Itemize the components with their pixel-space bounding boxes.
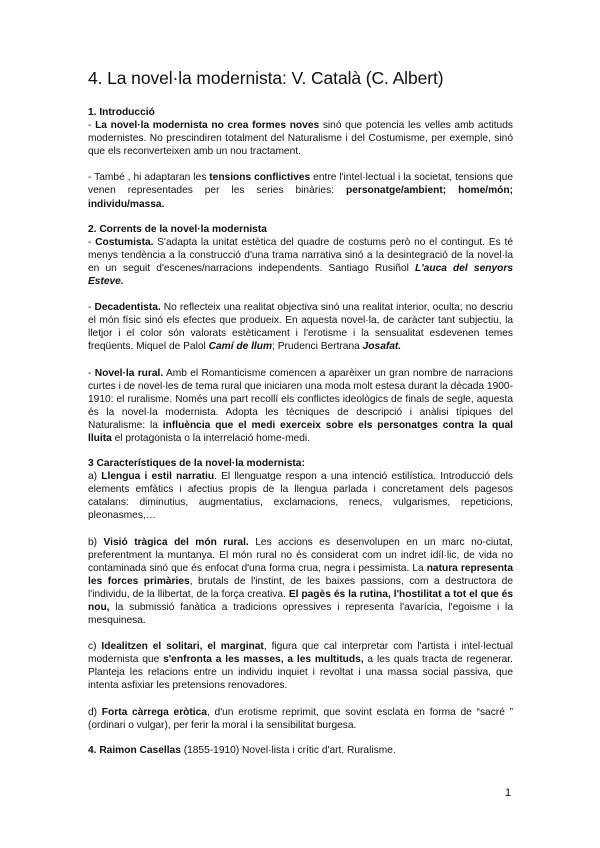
bold-text: Idealitzen el solitari, el marginat [101,641,264,653]
text: el protagonista o la interrelació home-medi. [111,432,310,444]
text: - [88,236,96,248]
section-corrents [88,223,513,445]
bold-text: El pagès és la rutina, l'hostilitat a tot el que és nou, [88,588,513,613]
text: la submissió fanàtica a tradicions opressives i representa l'avarícia, l'egoisme i la mesquinesa. [88,602,513,627]
text: sinó que potencia les velles amb actituds modernistes. No prescindiren totalment del Naturalisme i del Costumisme, per exemple, sinó que els reconverteixen amb un nou tractament. [88,120,513,158]
bold-text: La novel·la modernista no crea formes noves [95,120,320,132]
text: b) [88,536,104,548]
section-heading: 1. Introducció [88,107,155,118]
text: , brutals de l'instint, de les baixes passions, com a destructora de l'individu, de la llibertat, de la força creativa. [88,575,513,600]
section-heading: 3 Característiques de la novel·la modernista: [88,458,305,470]
bold-text: Costumista. [95,236,154,248]
page-title: 4. La novel·la modernista: V. Català (C. Albert) [88,68,444,88]
text: - També , hi adaptaran les [88,172,210,184]
bold-text: Llengua i estil narratiu [101,471,215,483]
bold-italic-text: L'auca del senyors Esteve. [88,262,513,288]
bold-text: Forta càrrega eròtica [101,706,207,718]
text: c) [88,641,102,653]
text: - [88,302,95,314]
text: S'adapta la unitat estètica del quadre de costums però no el contingut. Es té menys tendència a la construcció d'una trama narrativa sinó a la desintegració de la novel·la en un seguit d'escenes/narracions independents. Santiago Rusiñol [88,236,513,274]
bold-text: natura representa les forces primàries [88,562,513,587]
section-raimon-casellas [88,744,513,757]
text: d) [88,706,102,718]
section-heading: 2. Corrents de la novel·la modernista [88,223,267,235]
text: , d'un erotisme reprimit, que sovint esclata en forma de “sacré ” (ordinari o vulgar), per ferir la moral i la sensibilitat burgesa. [88,706,513,731]
text: , figura que cal interpretar com l'artista i intel·lectual modernista que [88,641,513,666]
document-body [88,106,513,757]
section-caracteristiques [88,457,513,732]
bold-text: 4. Raimon Casellas [88,744,181,756]
list-item [88,706,513,732]
paragraph [88,171,513,210]
list-item [88,640,513,692]
text: - [88,120,96,132]
bold-italic-text: Camí de llum [208,341,273,353]
paragraph [88,301,513,353]
page-number: 1 [505,787,512,799]
text: . El llenguatge respon a una intenció estilística. Introducció dels elements emfàtics i afectius propis de la llengua parlada i concretament dels pagesos catalans: diminutius, augmentatius, exclamacions, renecs, vulgarismes, repeticions, pleonasmes,… [88,471,513,522]
text: a les quals tracta de regenerar. Planteja les relacions entre un individu inquiet i revoltat i una massa social passiva, que intenta asfixiar les pretensions renovadores. [88,654,513,692]
bold-text: s'enfronta a les masses, a les multituds, [163,654,364,666]
bold-text: Novel·la rural. [94,367,164,379]
text: ; Prudenci Bertrana [272,341,363,353]
bold-text: personatge/ambient; home/món; individu/massa. [88,185,513,210]
bold-text: tensions conflictives [209,172,311,184]
paragraph [88,236,513,288]
paragraph [88,367,513,446]
bold-text: influència que el medi exerceix sobre els personatges contra la qual lluita [88,419,513,444]
text: No reflecteix una realitat objectiva sinó una realitat interior, oculta; no descriu el món físic sinó els efectes que produeix. En aquesta novel·la, de caràcter tant subjectiu, la lletjor i el color són valorats estèticament i l'erotisme i la sensualitat esdevenen temes freqüents. Miquel de Palol [88,302,513,353]
text: Les accions es desenvolupen en un marc no-ciutat, preferentment la muntanya. El món rural no és considerat com un indret idíl·lic, de vida no contaminada sinó que és enfocat d'una forma crua, negra i pessimista. La [88,536,513,574]
text: - [88,367,95,379]
bold-italic-text: Josafat. [362,341,402,353]
text: entre l'intel·lectual i la societat, tensions que venen representades per les series binàries: [88,172,513,197]
section-introduccio [88,106,513,211]
text: a) [88,471,102,483]
list-item [88,470,513,522]
bold-text: Decadentista. [94,302,161,314]
text: (1855-1910) Novel·lista i crític d'art. Ruralisme. [180,744,396,756]
bold-text: Visió tràgica del món rural. [103,536,249,548]
text: Amb el Romanticisme comencen a aparèixer un gran nombre de narracions curtes i de novel·les de tema rural que iniciaren una moda molt estesa durant la dècada 1900-1910: el ruralisme. Només una part recollí els conflictes ideològics de finals de segle, aquesta és la novel·la modernista. Adopta les tècniques de descripció i anàlisi típiques del Naturalisme: la [88,367,513,431]
paragraph [88,119,513,158]
list-item [88,536,513,628]
